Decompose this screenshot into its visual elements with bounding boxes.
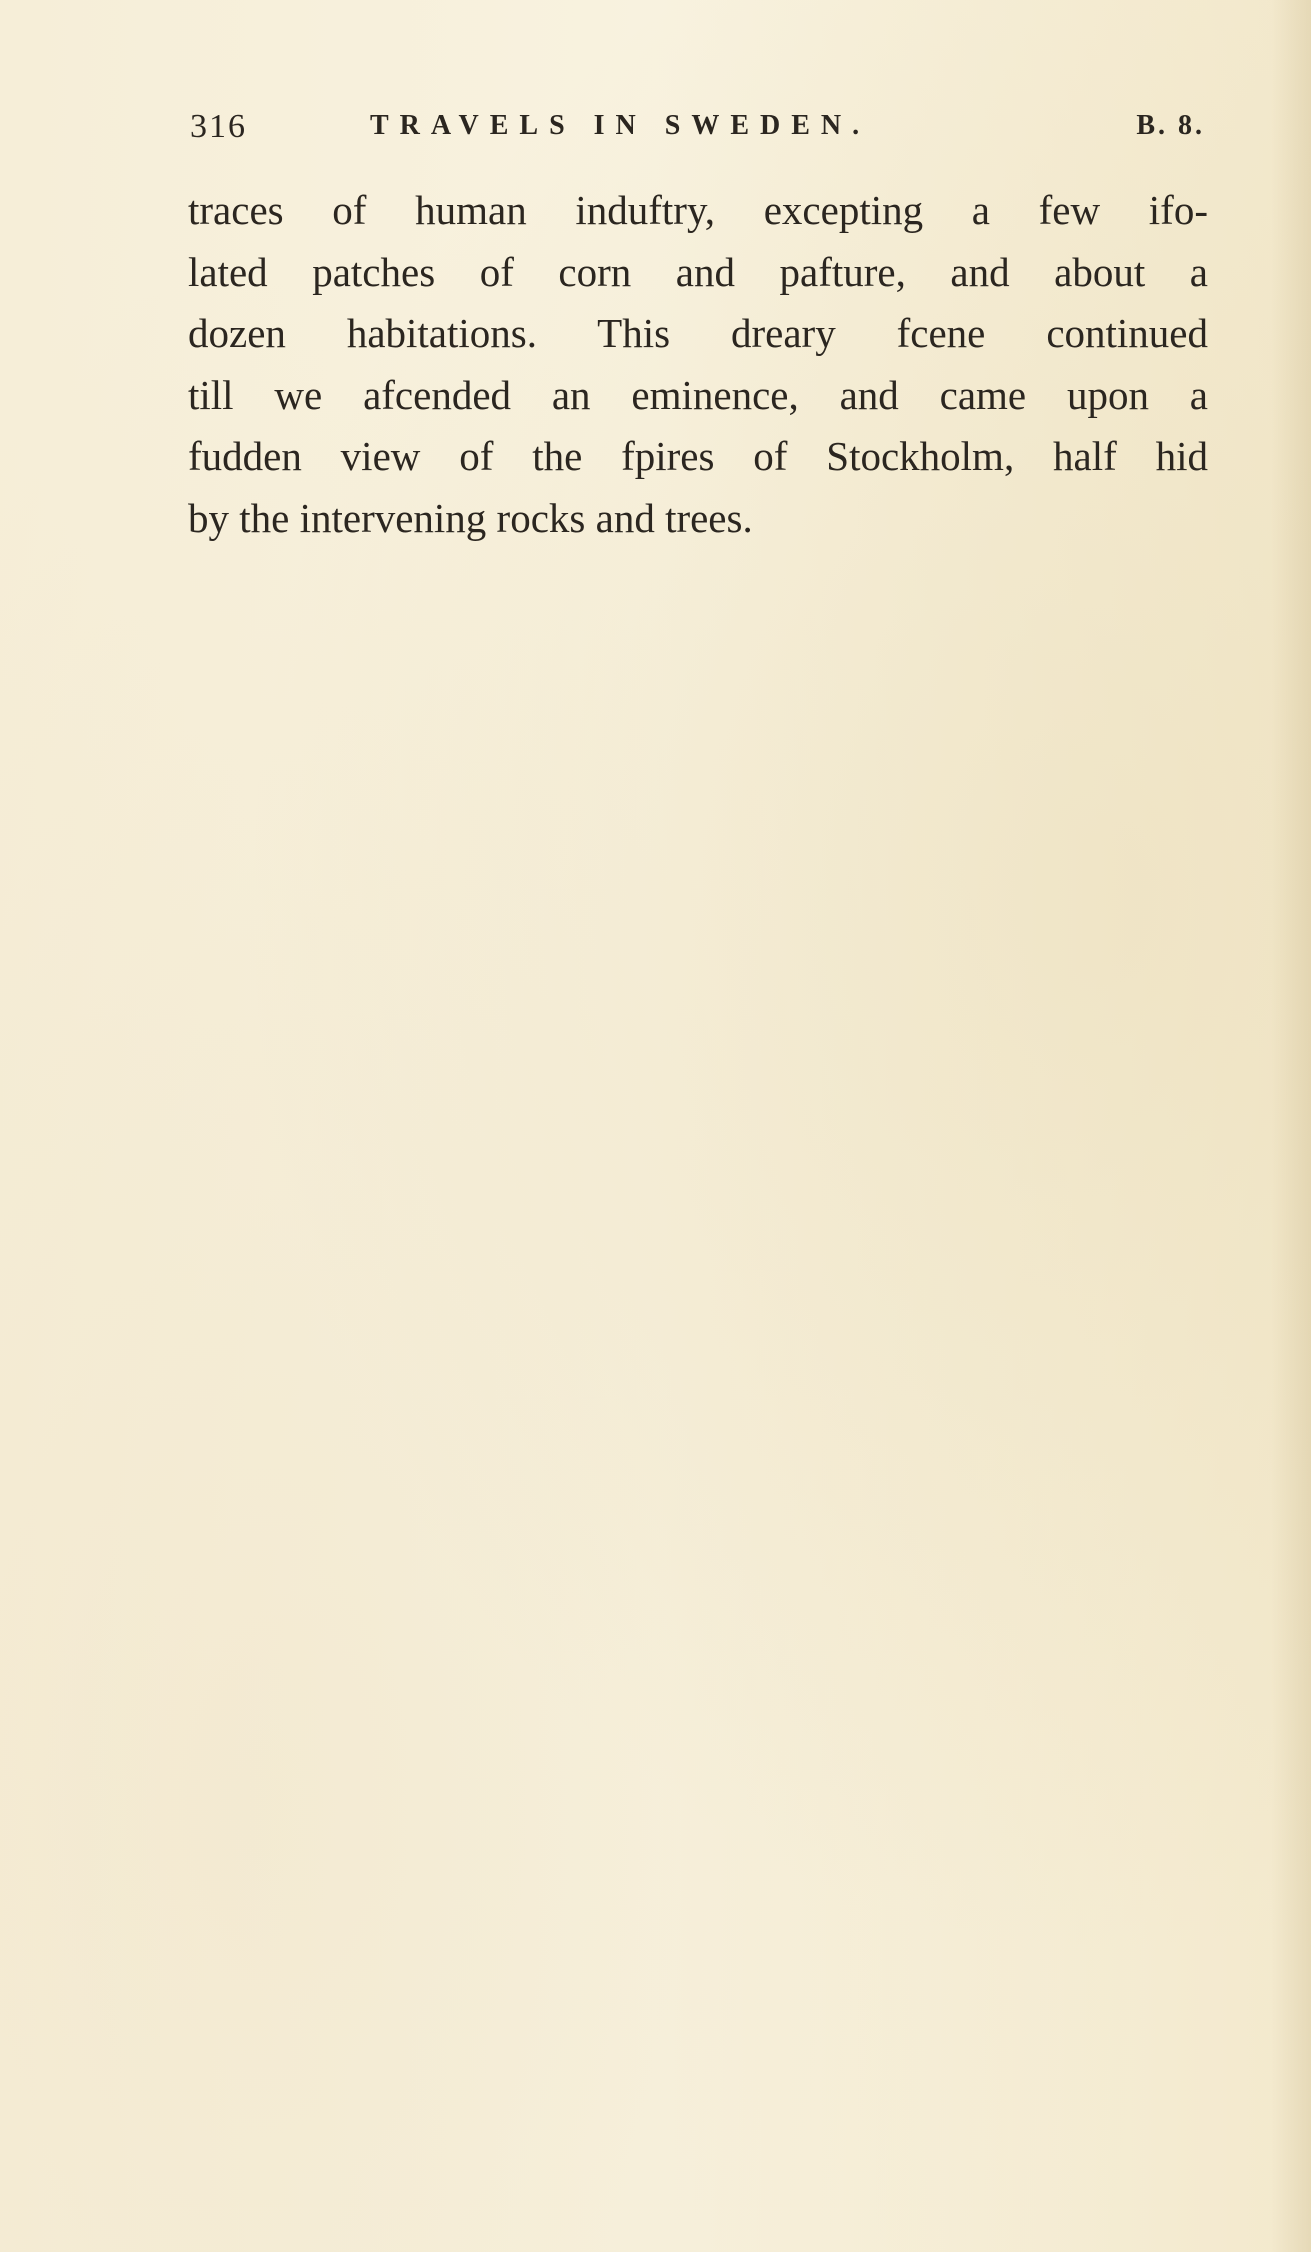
section-mark: B. 8. bbox=[1136, 110, 1205, 141]
body-paragraph bbox=[188, 180, 1208, 549]
running-head bbox=[190, 108, 1205, 148]
text-line: lated patches of corn and pafture, and about a bbox=[188, 248, 1208, 295]
text-line: till we afcended an eminence, and came upon a bbox=[188, 371, 1208, 418]
text-line: traces of human induftry, excepting a few ifo- bbox=[188, 187, 1208, 233]
page-edge-shadow bbox=[1271, 0, 1311, 2252]
running-title: TRAVELS IN SWEDEN. bbox=[370, 110, 871, 141]
page-number: 316 bbox=[190, 108, 247, 145]
text-line: dozen habitations. This dreary fcene continued bbox=[188, 310, 1208, 356]
text-line: fudden view of the fpires of Stockholm, half hid bbox=[188, 433, 1208, 479]
text-line: by the intervening rocks and trees. bbox=[188, 494, 753, 541]
